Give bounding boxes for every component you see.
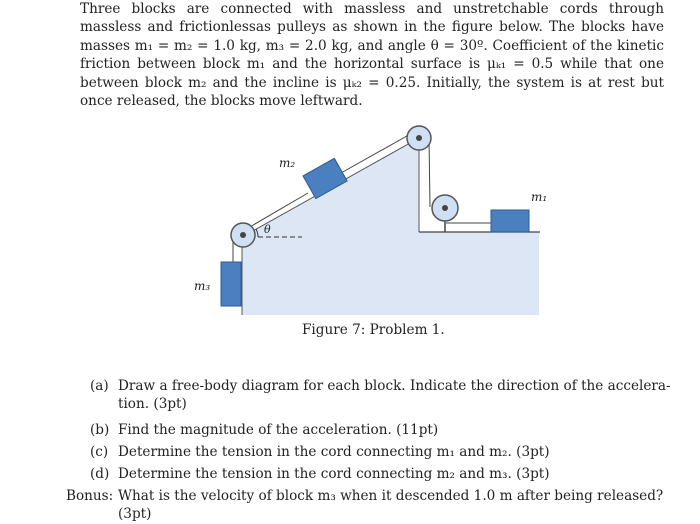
- question-a-line1: Draw a free-body diagram for each block. Indicate the direction of the accelera-: [118, 378, 671, 394]
- top-pulley: [407, 126, 431, 150]
- label-m3: m₃: [194, 279, 211, 293]
- question-b-text: Find the magnitude of the acceleration. (11pt): [118, 422, 439, 438]
- question-b-label: (b): [90, 422, 110, 438]
- small-right-pulley: [432, 195, 458, 221]
- figure-caption: Figure 7: Problem 1.: [302, 322, 445, 338]
- question-a: [90, 377, 109, 395]
- bonus-question: [66, 487, 113, 505]
- question-d: [90, 465, 109, 483]
- question-c: [90, 443, 108, 461]
- question-d-label: (d): [90, 466, 110, 482]
- label-m2: m₂: [279, 156, 296, 170]
- block-m3: [221, 262, 241, 306]
- bonus-line2: (3pt): [118, 506, 152, 523]
- question-d-text: Determine the tension in the cord connecting m₂ and m₃. (3pt): [118, 466, 550, 482]
- bonus-label: Bonus:: [66, 488, 114, 504]
- label-m1: m₁: [531, 190, 548, 204]
- bonus-question-text: [118, 487, 688, 524]
- question-a-label: (a): [90, 378, 109, 394]
- question-c-text: Determine the tension in the cord connecting m₁ and m₂. (3pt): [118, 444, 550, 460]
- bonus-line1: What is the velocity of block m₃ when it descended 1.0 m after being released?: [118, 488, 664, 504]
- block-m1: [491, 210, 529, 232]
- question-a-text: [118, 377, 678, 414]
- question-a-line2: tion. (3pt): [118, 396, 187, 413]
- question-c-label: (c): [90, 444, 109, 460]
- problem-statement: Three blocks are connected with massless and unstretchable cords through massless and frictionlessas pulleys as shown in the figure below. The blocks have masses m₁ = m₂ = 1.0 kg, m₃ = 2.0 kg, and angle θ = 30º. Coefficient of the kinetic friction between block m₁ and the horizontal surface is μₖ₁ = 0.5 while that one between block m₂ and the incline is μₖ₂ = 0.25. Initially, the system is at rest but once released, the blocks move leftward.: [80, 1, 664, 110]
- question-b: [90, 421, 109, 439]
- cord-over-right-pulley: [429, 138, 430, 207]
- label-theta: θ: [264, 223, 271, 236]
- left-pulley: [231, 223, 255, 247]
